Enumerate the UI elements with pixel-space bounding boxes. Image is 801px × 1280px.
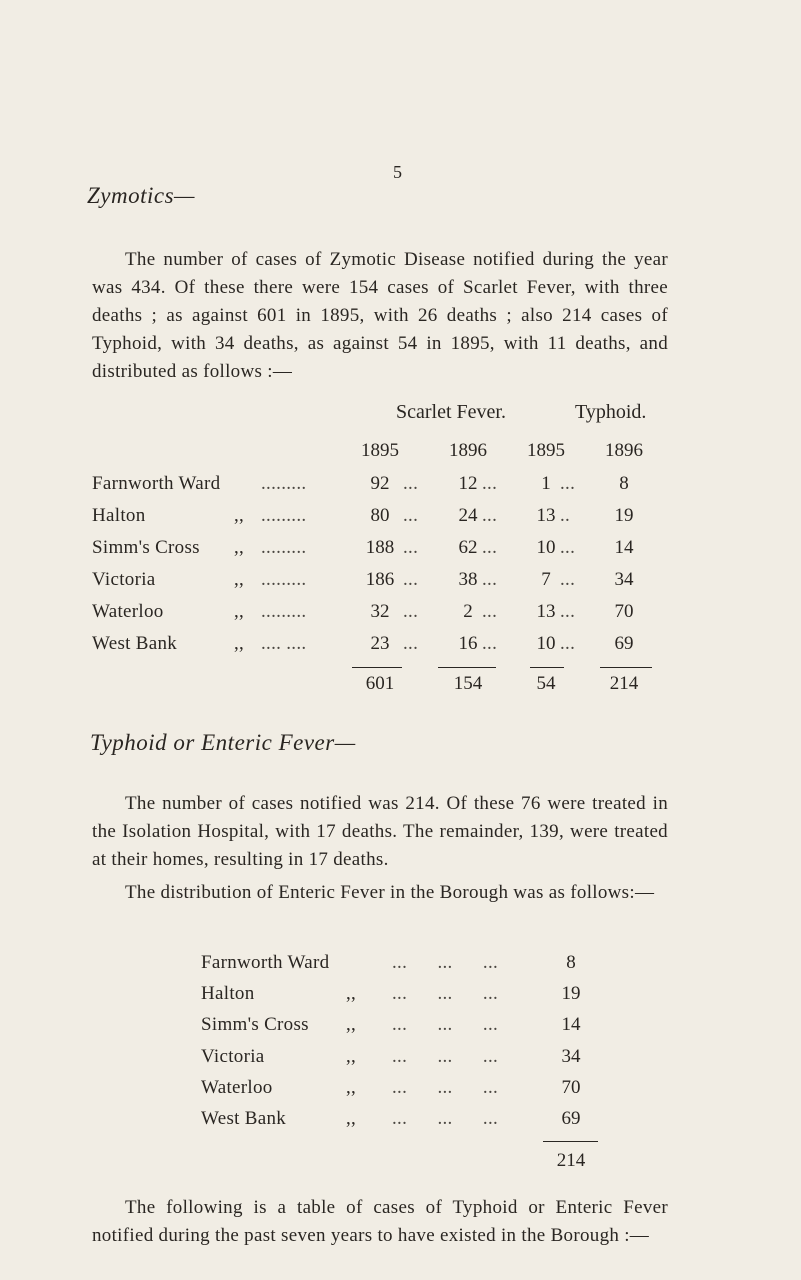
leader-dots: ... [403,473,419,494]
cell-typhoid-1896: 70 [614,601,634,622]
ditto-mark: ,, [346,1077,357,1098]
ward-total: 34 [561,1046,581,1067]
zymotics-text: The number of cases of Zymotic Disease notified during the year was 434. Of these there were 154 cases of Scarlet Fever, with three deaths ; as against 601 in 1895, with 26 deaths ; also 214 cases of Typhoid, with 34 deaths, as against 54 in 1895, with 11 deaths, and distributed as follows :— [92,249,668,382]
cell-typhoid-1895: 10 [536,633,556,654]
leader-dots: ... [560,537,576,558]
leader-dots: .... .... [261,633,307,654]
cell-scarlet-1895: 186 [365,569,395,590]
leader-dots: ... [482,601,498,622]
leader-dots: ... ... ... [392,1014,499,1035]
ditto-mark: ,, [234,505,245,526]
ditto-mark: ,, [234,569,245,590]
ward-name: Farnworth Ward [201,952,330,973]
distribution-intro: The distribution of Enteric Fever in the Borough was as follows:— [125,882,655,903]
year-header-typhoid-1895: 1895 [527,440,565,461]
ward-name: Victoria [92,569,156,590]
total-rule [438,667,496,668]
total-typhoid-1896: 214 [609,673,639,694]
page-number: 5 [393,162,402,182]
zymotics-heading: Zymotics— [87,183,195,208]
year-header-scarlet-1896: 1896 [449,440,487,461]
total-scarlet-1896: 154 [453,673,483,694]
ditto-mark: ,, [234,537,245,558]
leader-dots: ... [403,569,419,590]
ward-total: 19 [561,983,581,1004]
typhoid-heading: Typhoid or Enteric Fever— [90,730,356,755]
ward-name: Farnworth Ward [92,473,221,494]
leader-dots: ... [403,633,419,654]
ward-name: West Bank [92,633,178,654]
leader-dots: ... [482,537,498,558]
cell-typhoid-1896: 34 [614,569,634,590]
leader-dots: ... [560,569,576,590]
cell-scarlet-1895: 32 [370,601,390,622]
cell-typhoid-1896: 8 [619,473,629,494]
cell-typhoid-1895: 13 [536,505,556,526]
leader-dots: ... [403,505,419,526]
ward-total: 70 [561,1077,581,1098]
total-scarlet-1895: 601 [365,673,395,694]
ward-name: Waterloo [201,1077,273,1098]
cell-scarlet-1896: 62 [458,537,478,558]
leader-dots: ......... [261,473,307,494]
cell-typhoid-1895: 10 [536,537,556,558]
leader-dots: ... ... ... [392,1046,499,1067]
cell-typhoid-1895: 1 [541,473,551,494]
zymotics-paragraph [92,246,668,386]
leader-dots: ......... [261,505,307,526]
leader-dots: ... ... ... [392,983,499,1004]
cell-scarlet-1895: 23 [370,633,390,654]
total-typhoid-1895: 54 [536,673,556,694]
cell-scarlet-1895: 92 [370,473,390,494]
leader-dots: ... [403,537,419,558]
cell-typhoid-1896: 19 [614,505,634,526]
cell-typhoid-1896: 69 [614,633,634,654]
leader-dots: ... [403,601,419,622]
ward-name: Victoria [201,1046,265,1067]
cell-scarlet-1895: 188 [365,537,395,558]
ward-name: Halton [92,505,146,526]
ditto-mark: ,, [234,601,245,622]
closing-paragraph [92,1194,668,1250]
cell-scarlet-1896: 2 [463,601,473,622]
year-header-scarlet-1895: 1895 [361,440,399,461]
ward-name: West Bank [201,1108,287,1129]
scarlet-fever-header: Scarlet Fever. [396,401,506,423]
ward-total: 8 [566,952,576,973]
leader-dots: ... [560,473,576,494]
leader-dots: ......... [261,569,307,590]
cell-scarlet-1896: 38 [458,569,478,590]
ward-name: Halton [201,983,255,1004]
leader-dots: ... ... ... [392,1108,499,1129]
leader-dots: ... [482,473,498,494]
leader-dots: ... [560,633,576,654]
ward-total: 14 [561,1014,581,1035]
leader-dots: ... ... ... [392,1077,499,1098]
typhoid-header: Typhoid. [575,401,647,423]
cell-scarlet-1896: 16 [458,633,478,654]
cell-typhoid-1895: 13 [536,601,556,622]
total-rule [530,667,564,668]
leader-dots: ......... [261,537,307,558]
ward-name: Waterloo [92,601,164,622]
ditto-mark: ,, [346,1014,357,1035]
leader-dots: ... [482,505,498,526]
cell-scarlet-1895: 80 [370,505,390,526]
leader-dots: ......... [261,601,307,622]
leader-dots: ... [482,633,498,654]
ward-name: Simm's Cross [201,1014,309,1035]
year-header-typhoid-1896: 1896 [605,440,643,461]
leader-dots: ... [560,601,576,622]
leader-dots: ... [482,569,498,590]
cell-scarlet-1896: 12 [458,473,478,494]
ward-total: 69 [561,1108,581,1129]
ward-name: Simm's Cross [92,537,200,558]
closing-text: The following is a table of cases of Typhoid or Enteric Fever notified during the past seven years to have existed in the Borough :— [92,1197,668,1246]
enteric-total: 214 [556,1150,586,1171]
leader-dots: ... ... ... [392,952,499,973]
total-rule [543,1141,598,1142]
ditto-mark: ,, [346,983,357,1004]
cell-typhoid-1896: 14 [614,537,634,558]
total-rule [600,667,652,668]
typhoid-paragraph [92,790,668,874]
ditto-mark: ,, [346,1108,357,1129]
cell-typhoid-1895: 7 [541,569,551,590]
leader-dots: .. [560,505,571,526]
ditto-mark: ,, [234,633,245,654]
total-rule [352,667,402,668]
cell-scarlet-1896: 24 [458,505,478,526]
typhoid-text: The number of cases notified was 214. Of these 76 were treated in the Isolation Hospital, with 17 deaths. The remainder, 139, were treated at their homes, resulting in 17 deaths. [92,793,668,870]
ditto-mark: ,, [346,1046,357,1067]
